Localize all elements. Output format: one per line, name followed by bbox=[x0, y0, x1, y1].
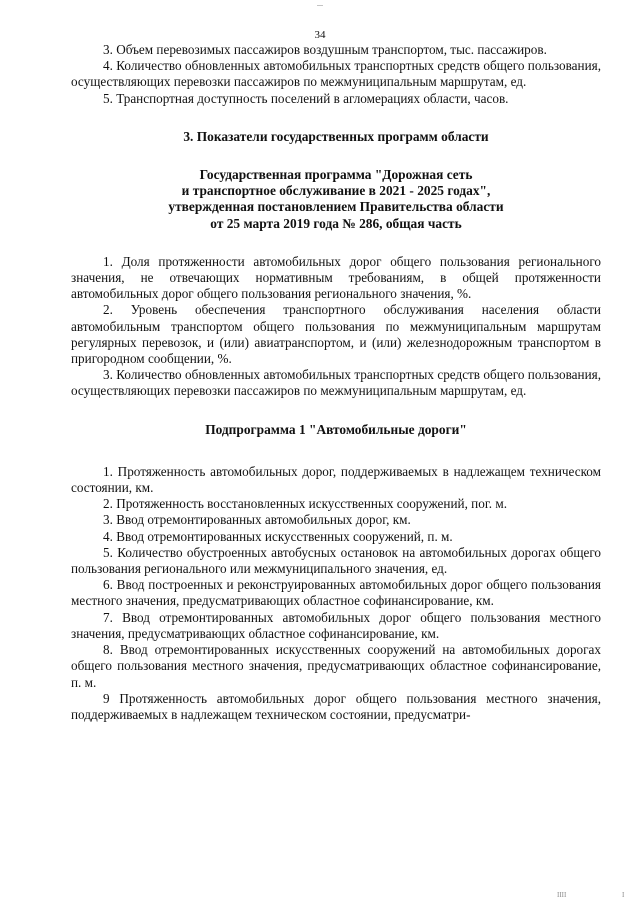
page-content bbox=[71, 42, 601, 723]
program-title-line3: утвержденная постановлением Правительства области bbox=[168, 199, 504, 215]
program-title-line4: от 25 марта 2019 года № 286, общая часть bbox=[210, 215, 462, 231]
intro-item-5: 5. Транспортная доступность поселений в агломерациях области, часов. bbox=[103, 90, 509, 106]
subprogram-item-2: 2. Протяженность восстановленных искусственных сооружений, пог. м. bbox=[103, 496, 507, 512]
section-title: 3. Показатели государственных программ области bbox=[183, 128, 489, 144]
subprogram-item-3: 3. Ввод отремонтированных автомобильных дорог, км. bbox=[103, 512, 411, 528]
subprogram-item-9: 9 Протяженность автомобильных дорог общего пользования местного значения, поддерживаемых в надлежащем техническом состоянии, предусматри- bbox=[71, 690, 601, 722]
subprogram-item-5: 5. Количество обустроенных автобусных остановок на автомобильных дорогах общего пользования регионального или межмуниципального значения, ед. bbox=[71, 544, 601, 577]
subprogram-item-4: 4. Ввод отремонтированных искусственных сооружений, п. м. bbox=[103, 528, 453, 544]
footer-mark-right: I bbox=[622, 891, 625, 899]
program-item-3: 3. Количество обновленных автомобильных транспортных средств общего пользования, осуществляющих перевозки пассажиров по межмуниципальным маршрутам, ед. bbox=[71, 367, 601, 399]
program-title-line1: Государственная программа "Дорожная сеть bbox=[199, 167, 473, 183]
subprogram-item-6: 6. Ввод построенных и реконструированных автомобильных дорог общего пользования местного значения, предусматривающих областное софинансирование, км. bbox=[71, 577, 601, 609]
subprogram-item-7: 7. Ввод отремонтированных автомобильных дорог общего пользования местного значения, предусматривающих областное софинансирование, км. bbox=[71, 609, 601, 641]
program-item-2: 2. Уровень обеспечения транспортного обслуживания населения области автомобильным транспортом общего пользования по межмуниципальным маршрутам регулярных перевозок, и (или) авиатранспортом, и (или) железнодорожным транспортом в пригородном сообщении, %. bbox=[71, 302, 601, 367]
page-number: 34 bbox=[314, 29, 326, 41]
intro-item-4: 4. Количество обновленных автомобильных транспортных средств общего пользования, осуществляющих перевозки пассажиров по межмуниципальным маршрутам, ед. bbox=[71, 58, 601, 90]
subprogram-item-1: 1. Протяженность автомобильных дорог, поддерживаемых в надлежащем техническом состоянии, км. bbox=[71, 463, 601, 496]
program-title-line2: и транспортное обслуживание в 2021 - 2025 годах", bbox=[181, 183, 491, 199]
intro-item-3: 3. Объем перевозимых пассажиров воздушным транспортом, тыс. пассажиров. bbox=[103, 42, 547, 57]
program-item-1: 1. Доля протяженности автомобильных дорог общего пользования регионального значения, не отвечающих нормативным требованиям, в общей протяженности автомобильных дорог общего пользования регионального значения, %. bbox=[71, 253, 601, 302]
top-mark: ... bbox=[317, 0, 323, 8]
subprogram-title: Подпрограмма 1 "Автомобильные дороги" bbox=[205, 421, 467, 437]
footer-mark-left: IIII bbox=[557, 891, 567, 899]
subprogram-item-8: 8. Ввод отремонтированных искусственных сооружений на автомобильных дорогах общего пользования местного значения, предусматривающих областное софинансирование, п. м. bbox=[71, 642, 601, 690]
